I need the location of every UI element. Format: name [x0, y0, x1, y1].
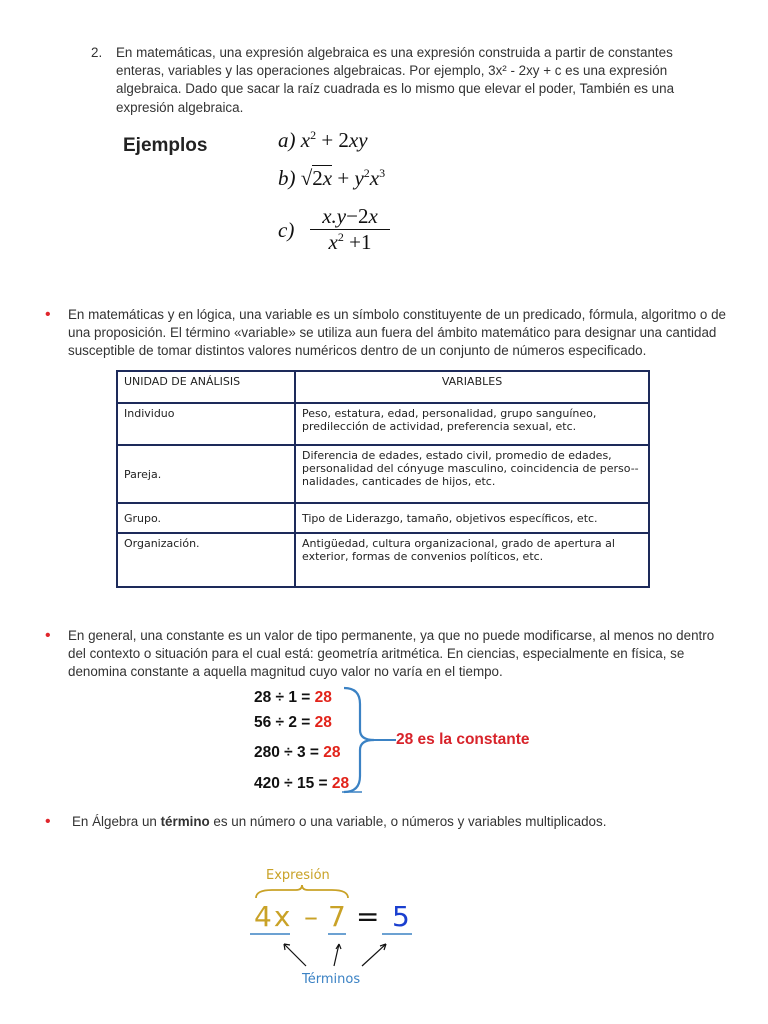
division-expression: 420 ÷ 15 = [254, 775, 332, 792]
example-b: b) $√2x + y^2x^3$ [278, 166, 386, 190]
table-header-variables: VARIABLES [295, 371, 649, 403]
example-c-fraction: x.y−2x $x^2 +1$ [310, 204, 390, 255]
example-b-label: b) [278, 166, 296, 190]
division-expression: 28 ÷ 1 = [254, 689, 315, 706]
table-row [117, 503, 649, 533]
term-bold: término [160, 814, 210, 829]
bullet-icon: • [45, 306, 51, 323]
table-row [117, 533, 649, 587]
table-cell-variables: Peso, estatura, edad, personalidad, grupo sanguíneo, predilección de actividad, preferencia sexual, etc. [295, 403, 649, 445]
division-expression: 56 ÷ 2 = [254, 714, 315, 731]
term-4x: 4x [254, 900, 293, 933]
table-cell-unit: Pareja. [117, 445, 295, 503]
division-expression: 280 ÷ 3 = [254, 744, 324, 761]
division-result: 28 [314, 689, 332, 706]
division-line [254, 714, 332, 732]
term-5: 5 [392, 900, 410, 933]
term-equals: = [356, 900, 380, 933]
division-line [254, 689, 332, 707]
example-c-label: c) [278, 218, 295, 242]
variables-table [116, 370, 650, 588]
table-cell-variables: Tipo de Liderazgo, tamaño, objetivos específicos, etc. [295, 503, 649, 533]
example-a: a) $x^2 + 2xy$ [278, 128, 368, 152]
terminos-label: Términos [302, 972, 361, 987]
paragraph-term [72, 813, 712, 831]
term-text-before: En Álgebra un [72, 814, 161, 829]
table-row [117, 445, 649, 503]
division-result: 28 [314, 714, 332, 731]
paragraph-variable: En matemáticas y en lógica, una variable es un símbolo constituyente de un predicado, fórmula, algoritmo o de una proposición. El término «variable» se utiliza aun fuera del ámbito matemático para designar una cantidad susceptible de tomar distintos valores numéricos dentro de un conjunto de números especificado. [68, 307, 726, 359]
list-number: 2. [91, 45, 103, 60]
table-row [117, 403, 649, 445]
examples-label: Ejemplos [123, 135, 208, 156]
curly-brace-icon [340, 684, 400, 796]
expresion-brace-icon [252, 884, 352, 900]
division-line [254, 744, 341, 762]
table-cell-unit: Grupo. [117, 503, 295, 533]
bullet-icon: • [45, 813, 51, 830]
constant-label: 28 es la constante [396, 731, 530, 748]
bullet-icon: • [45, 627, 51, 644]
table-header-unit: UNIDAD DE ANÁLISIS [117, 371, 295, 403]
term-text-after: es un número o una variable, o números y variables multiplicados. [209, 814, 607, 829]
expresion-label: Expresión [266, 868, 330, 883]
table-header-row [117, 371, 649, 403]
term-minus: – [304, 900, 318, 933]
paragraph-algebraic-expression: En matemáticas, una expresión algebraica es una expresión construida a partir de constantes enteras, variables y las operaciones algebraicas. Por ejemplo, 3x² - 2xy + c es una expresión algebraica. Dado que sacar la raíz cuadrada es lo mismo que elevar el poder, También es una expresión algebraica. [116, 45, 675, 115]
division-result: 28 [331, 775, 350, 792]
example-c [278, 218, 294, 243]
table-cell-variables: Antigüedad, cultura organizacional, grado de apertura al exterior, formas de convenios políticos, etc. [295, 533, 649, 587]
table-cell-unit: Organización. [117, 533, 295, 587]
table-cell-unit: Individuo [117, 403, 295, 445]
paragraph-constant: En general, una constante es un valor de tipo permanente, ya que no puede modificarse, al menos no dentro del contexto o situación para el cual está: geometría aritmética. En ciencias, especialmente en física, se denomina constante a aquella magnitud cuyo valor no varía en el tiempo. [68, 628, 715, 680]
term-7: 7 [328, 900, 346, 933]
example-a-label: a) [278, 128, 296, 152]
division-line [254, 775, 349, 793]
underline-icon [340, 788, 366, 796]
division-result: 28 [323, 744, 341, 761]
table-cell-variables: Diferencia de edades, estado civil, promedio de edades, personalidad del cónyuge masculino, coincidencia de perso--nalidades, canticades de hijos, etc. [295, 445, 649, 503]
